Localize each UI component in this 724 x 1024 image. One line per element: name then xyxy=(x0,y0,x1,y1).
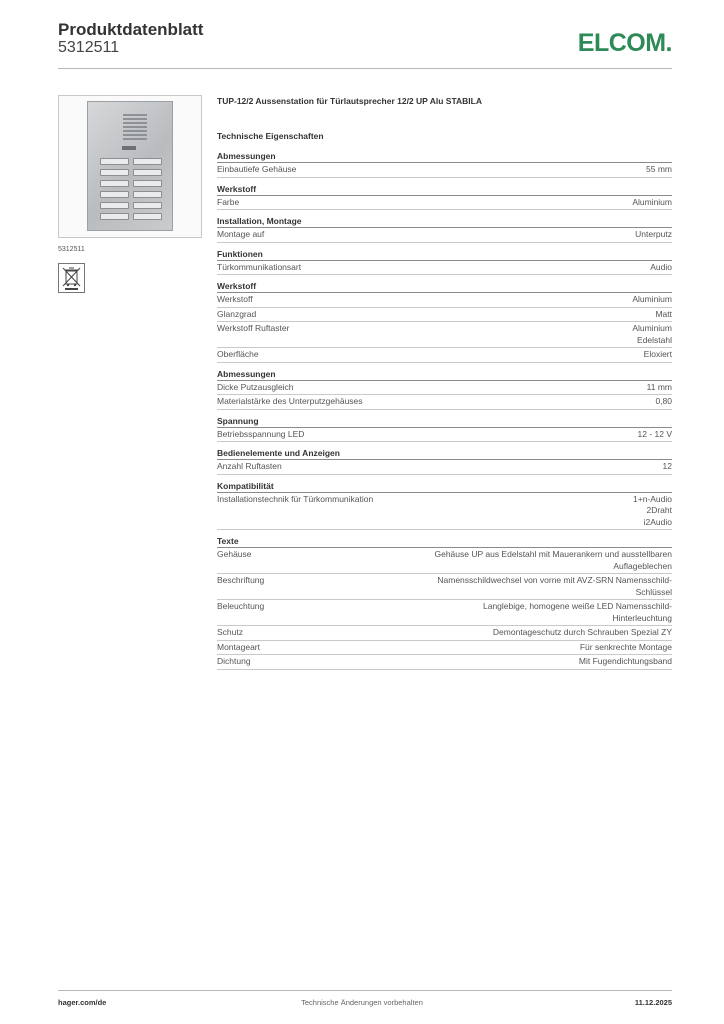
call-button xyxy=(100,158,129,165)
spec-value: Aluminium xyxy=(632,196,672,207)
spec-value: 0,80 xyxy=(655,396,672,406)
spec-label: Glanzgrad xyxy=(217,308,257,319)
spec-row xyxy=(217,574,672,600)
spec-label: Oberfläche xyxy=(217,349,259,359)
spec-group xyxy=(217,151,672,178)
call-button xyxy=(133,202,162,209)
spec-group xyxy=(217,216,672,243)
product-image xyxy=(58,95,202,238)
spec-value: Unterputz xyxy=(635,229,672,239)
spec-label: Schutz xyxy=(217,627,243,637)
door-station-panel xyxy=(87,101,173,231)
spec-label: Montageart xyxy=(217,641,260,652)
call-button xyxy=(100,180,129,187)
spec-label: Dicke Putzausgleich xyxy=(217,381,294,392)
spec-row xyxy=(217,381,672,396)
spec-group xyxy=(217,249,672,276)
spec-label: Montage auf xyxy=(217,229,265,239)
section-title: Technische Eigenschaften xyxy=(217,131,324,141)
spec-value: Für senkrechte Montage xyxy=(579,641,672,652)
spec-row xyxy=(217,322,672,348)
spec-row xyxy=(217,228,672,243)
spec-group-title: Texte xyxy=(217,536,672,548)
call-button xyxy=(133,213,162,220)
spec-group xyxy=(217,416,672,443)
spec-row xyxy=(217,428,672,443)
weee-crossed-bin-icon xyxy=(58,263,85,293)
call-button xyxy=(100,169,129,176)
spec-label: Werkstoff xyxy=(217,294,253,304)
spec-row xyxy=(217,460,672,475)
spec-value: 12 xyxy=(662,461,672,471)
product-title: TUP-12/2 Aussenstation für Türlautsprecher 12/2 UP Alu STABILA xyxy=(217,96,482,106)
spec-value: 1+n-Audio 2Draht i2Audio xyxy=(633,493,672,527)
spec-value: Audio xyxy=(650,261,672,272)
spec-row xyxy=(217,493,672,531)
brand-logo: ELCOM. xyxy=(577,29,672,57)
footer-website: hager.com/de xyxy=(58,998,107,1007)
spec-value: 11 mm xyxy=(646,381,672,392)
header-divider xyxy=(58,68,672,69)
spec-value: Aluminium xyxy=(632,294,672,304)
spec-row xyxy=(217,626,672,641)
spec-group xyxy=(217,448,672,475)
spec-group xyxy=(217,369,672,410)
spec-row xyxy=(217,395,672,410)
spec-row xyxy=(217,348,672,363)
call-button xyxy=(100,202,129,209)
spec-value: Aluminium Edelstahl xyxy=(632,323,672,345)
spec-label: Farbe xyxy=(217,196,240,207)
page-title: Produktdatenblatt xyxy=(58,20,204,39)
spec-row xyxy=(217,196,672,211)
spec-row xyxy=(217,600,672,626)
spec-group xyxy=(217,536,672,670)
spec-label: Gehäuse xyxy=(217,549,252,559)
spec-value: Gehäuse UP aus Edelstahl mit Mauerankern und ausstellbaren Auflageblechen xyxy=(434,549,672,571)
spec-row xyxy=(217,308,672,323)
call-button xyxy=(133,191,162,198)
footer-date: 11.12.2025 xyxy=(634,998,672,1007)
spec-value: Eloxiert xyxy=(643,349,672,359)
spec-label: Werkstoff Ruftaster xyxy=(217,323,290,333)
spec-group-title: Spannung xyxy=(217,416,672,428)
spec-group-title: Werkstoff xyxy=(217,281,672,293)
spec-row xyxy=(217,163,672,178)
spec-value: Demontageschutz durch Schrauben Spezial ZY xyxy=(492,627,672,637)
spec-group xyxy=(217,481,672,531)
spec-group-title: Werkstoff xyxy=(217,184,672,196)
image-caption: 5312511 xyxy=(58,246,85,253)
call-button xyxy=(100,213,129,220)
spec-group-title: Bedienelemente und Anzeigen xyxy=(217,448,672,460)
spec-group-title: Kompatibilität xyxy=(217,481,672,493)
spec-label: Installationstechnik für Türkommunikation xyxy=(217,493,374,504)
spec-label: Einbautiefe Gehäuse xyxy=(217,164,297,174)
spec-label: Materialstärke des Unterputzgehäuses xyxy=(217,396,363,406)
footer-divider xyxy=(58,990,672,991)
call-button xyxy=(133,169,162,176)
spec-label: Dichtung xyxy=(217,656,251,666)
spec-value: Matt xyxy=(655,308,672,319)
spec-label: Betriebsspannung LED xyxy=(217,428,305,439)
spec-value: Namensschildwechsel von vorne mit AVZ-SRN Namensschild- Schlüssel xyxy=(437,575,672,597)
spec-value: 12 - 12 V xyxy=(637,428,672,439)
spec-group-title: Installation, Montage xyxy=(217,216,672,228)
spec-value: 55 mm xyxy=(646,164,672,174)
spec-group xyxy=(217,184,672,211)
spec-label: Beschriftung xyxy=(217,575,265,585)
spec-value: Mit Fugendichtungsband xyxy=(578,656,672,666)
spec-label: Türkommunikationsart xyxy=(217,261,302,272)
spec-label: Anzahl Ruftasten xyxy=(217,461,282,471)
spec-group-title: Abmessungen xyxy=(217,151,672,163)
spec-label: Beleuchtung xyxy=(217,601,265,611)
call-button xyxy=(100,191,129,198)
panel-label-strip xyxy=(122,146,136,150)
spec-row xyxy=(217,261,672,276)
spec-row xyxy=(217,293,672,308)
spec-group xyxy=(217,281,672,363)
spec-group-title: Abmessungen xyxy=(217,369,672,381)
spec-row xyxy=(217,655,672,670)
spec-row xyxy=(217,641,672,656)
spec-row xyxy=(217,548,672,574)
spec-group-title: Funktionen xyxy=(217,249,672,261)
article-number: 5312511 xyxy=(58,39,120,56)
call-button xyxy=(133,180,162,187)
specification-table xyxy=(217,151,672,676)
spec-value: Langlebige, homogene weiße LED Namensschild- Hinterleuchtung xyxy=(483,601,672,623)
footer-disclaimer: Technische Änderungen vorbehalten xyxy=(301,998,423,1007)
speaker-grille xyxy=(123,114,147,142)
call-button xyxy=(133,158,162,165)
